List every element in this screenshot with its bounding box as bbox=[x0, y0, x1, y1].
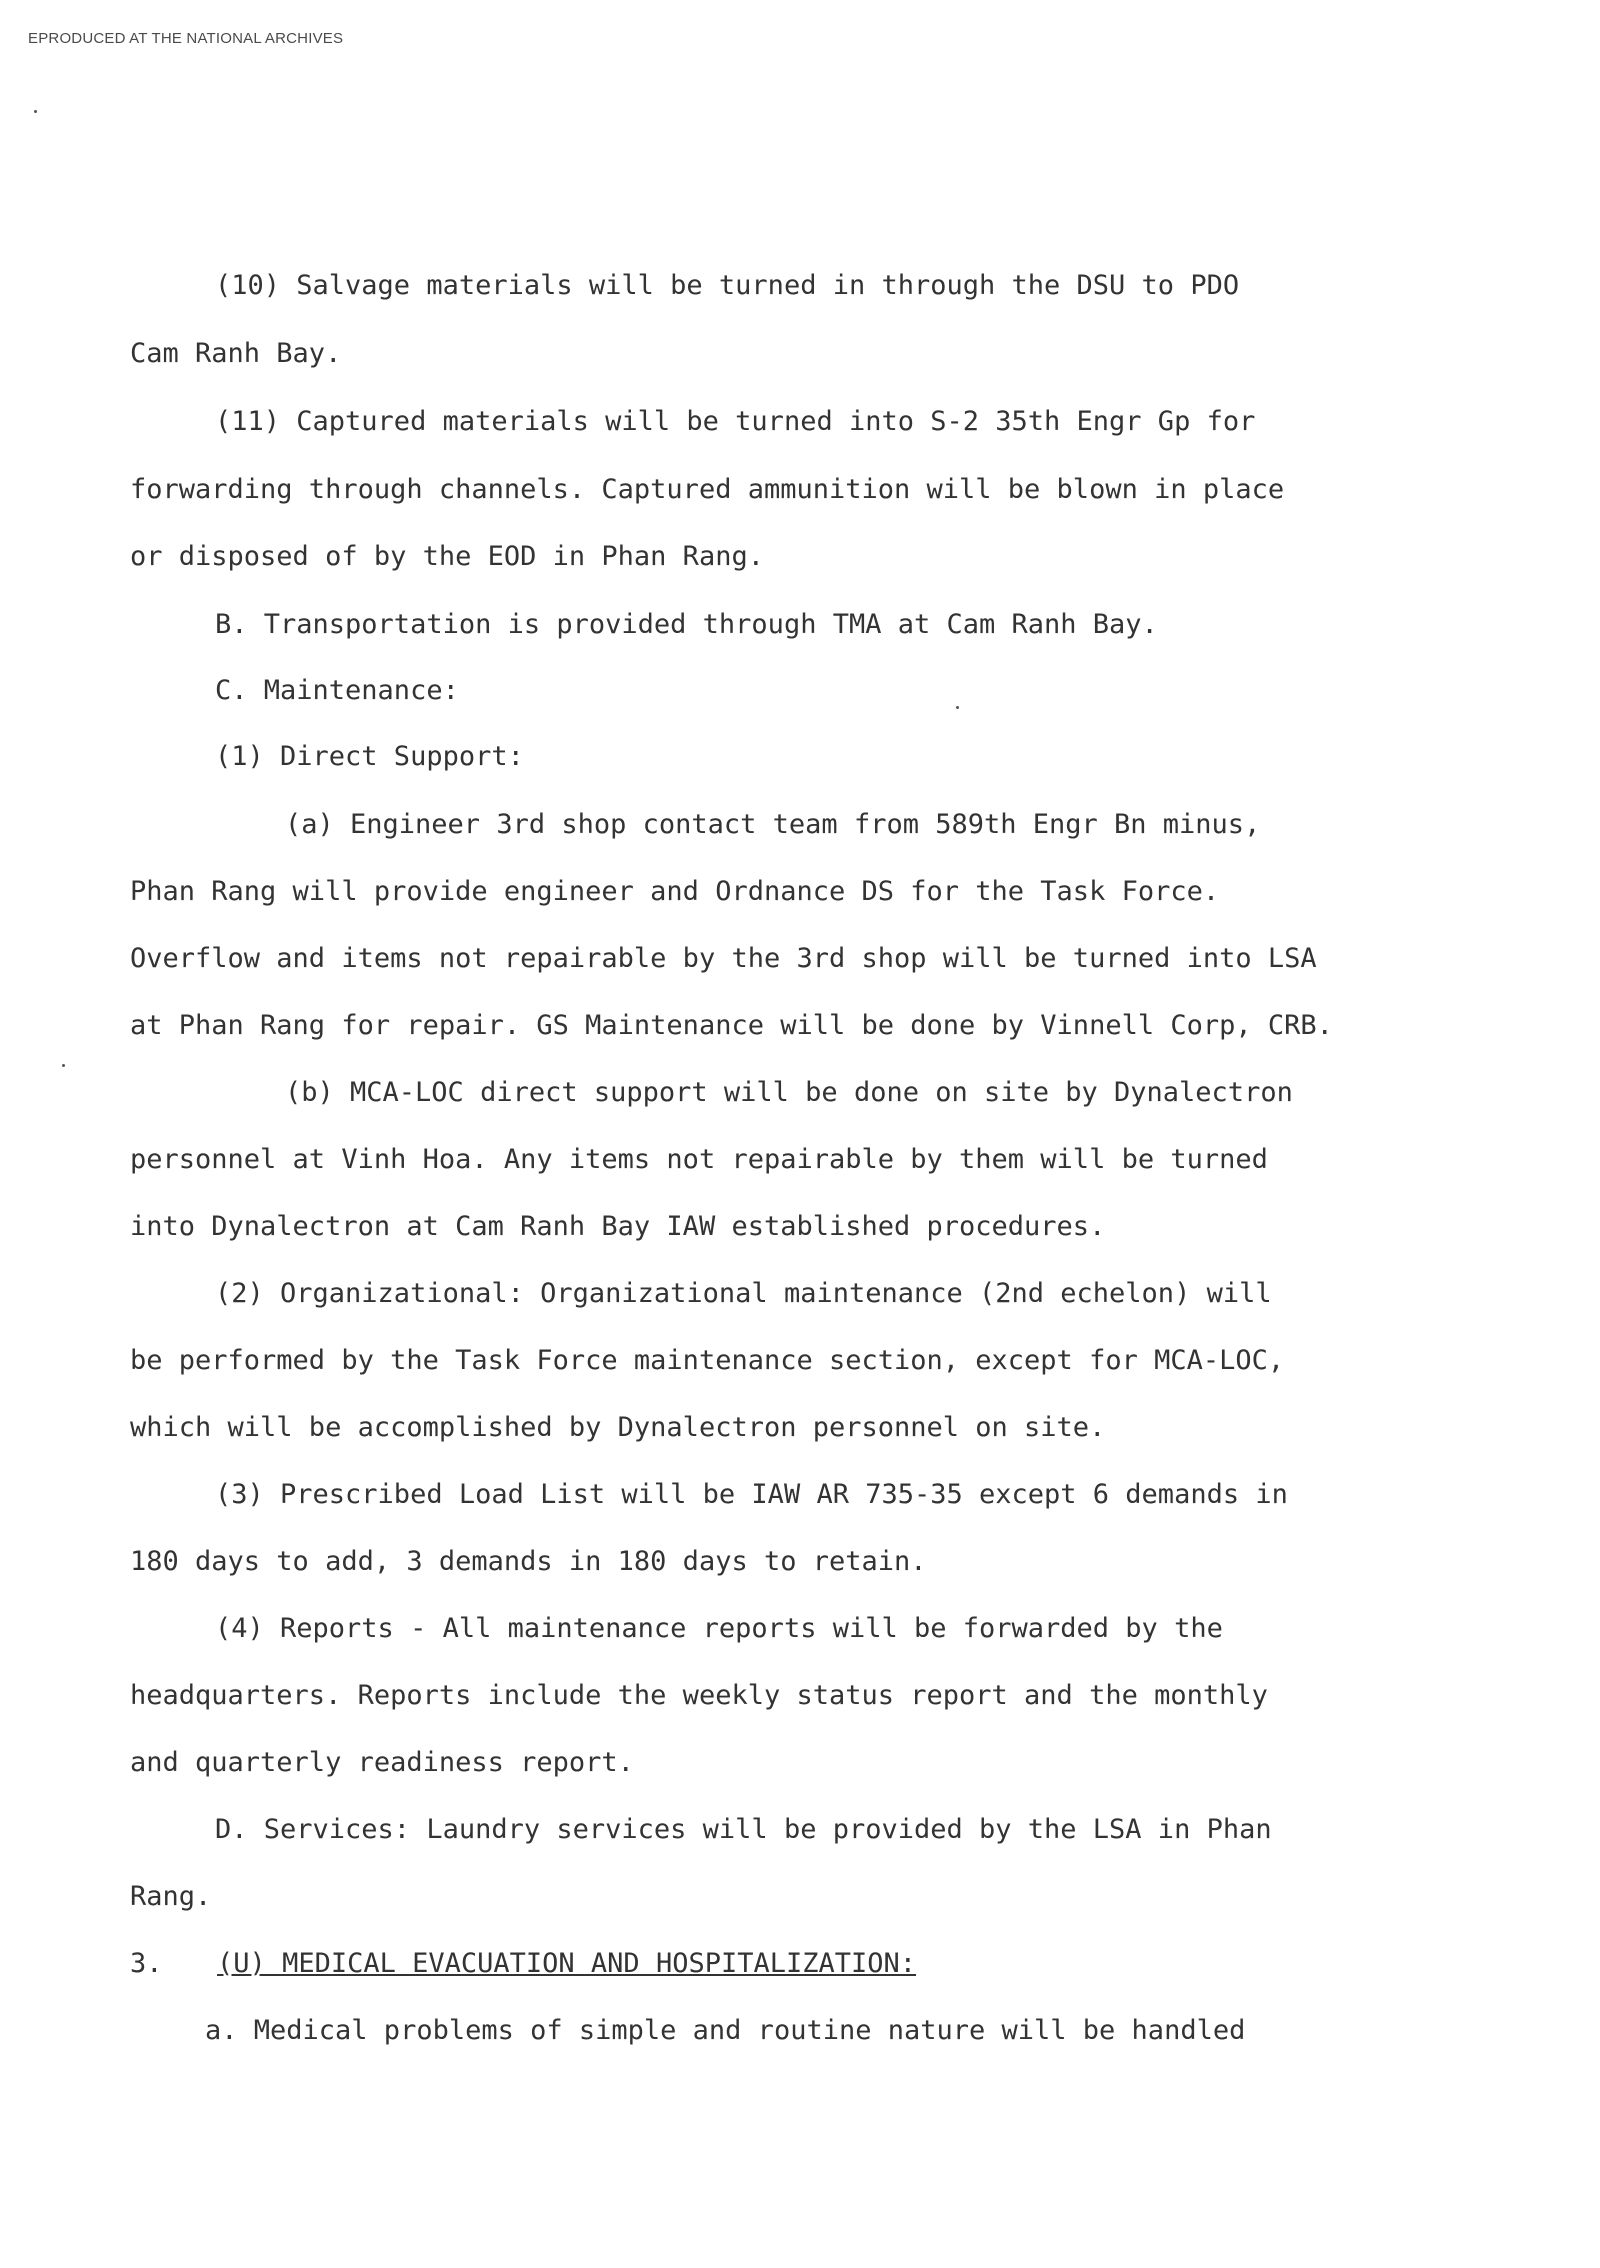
text-line: forwarding through channels. Captured ammunition will be blown in place bbox=[130, 474, 1285, 505]
text-line: (4) Reports - All maintenance reports will be forwarded by the bbox=[215, 1613, 1223, 1644]
text-line: D. Services: Laundry services will be provided by the LSA in Phan bbox=[215, 1814, 1272, 1845]
scan-speck bbox=[34, 110, 37, 113]
text-line: (3) Prescribed Load List will be IAW AR 735-35 except 6 demands in bbox=[215, 1479, 1288, 1510]
text-line: be performed by the Task Force maintenance section, except for MCA-LOC, bbox=[130, 1345, 1285, 1376]
text-line: 180 days to add, 3 demands in 180 days to retain. bbox=[130, 1546, 927, 1577]
scan-speck bbox=[62, 1064, 65, 1067]
text-line: or disposed of by the EOD in Phan Rang. bbox=[130, 541, 764, 572]
text-line: into Dynalectron at Cam Ranh Bay IAW established procedures. bbox=[130, 1211, 1106, 1242]
text-line: (2) Organizational: Organizational maintenance (2nd echelon) will bbox=[215, 1278, 1272, 1309]
section-heading bbox=[130, 1948, 916, 1980]
text-line: which will be accomplished by Dynalectron personnel on site. bbox=[130, 1412, 1106, 1443]
text-line: a. Medical problems of simple and routine nature will be handled bbox=[205, 2015, 1246, 2046]
text-line: headquarters. Reports include the weekly status report and the monthly bbox=[130, 1680, 1268, 1711]
text-line: Rang. bbox=[130, 1881, 212, 1912]
archive-stamp: EPRODUCED AT THE NATIONAL ARCHIVES bbox=[28, 30, 344, 47]
section-title: (U) MEDICAL EVACUATION AND HOSPITALIZATION: bbox=[217, 1948, 917, 1979]
text-line: (11) Captured materials will be turned into S-2 35th Engr Gp for bbox=[215, 406, 1256, 437]
text-line: (b) MCA-LOC direct support will be done on site by Dynalectron bbox=[285, 1077, 1293, 1108]
text-line: B. Transportation is provided through TMA at Cam Ranh Bay. bbox=[215, 609, 1158, 640]
section-number: 3. bbox=[130, 1948, 163, 1979]
text-line: personnel at Vinh Hoa. Any items not repairable by them will be turned bbox=[130, 1144, 1268, 1175]
text-line: (10) Salvage materials will be turned in through the DSU to PDO bbox=[215, 270, 1240, 301]
text-line: Cam Ranh Bay. bbox=[130, 338, 342, 369]
text-line: at Phan Rang for repair. GS Maintenance will be done by Vinnell Corp, CRB. bbox=[130, 1010, 1333, 1041]
text-line: (1) Direct Support: bbox=[215, 741, 524, 772]
text-line: C. Maintenance: bbox=[215, 675, 459, 706]
text-line: Overflow and items not repairable by the 3rd shop will be turned into LSA bbox=[130, 943, 1317, 974]
text-line: and quarterly readiness report. bbox=[130, 1747, 634, 1778]
text-line: (a) Engineer 3rd shop contact team from 589th Engr Bn minus, bbox=[285, 809, 1261, 840]
scan-speck bbox=[956, 706, 959, 709]
text-line: Phan Rang will provide engineer and Ordnance DS for the Task Force. bbox=[130, 876, 1220, 907]
